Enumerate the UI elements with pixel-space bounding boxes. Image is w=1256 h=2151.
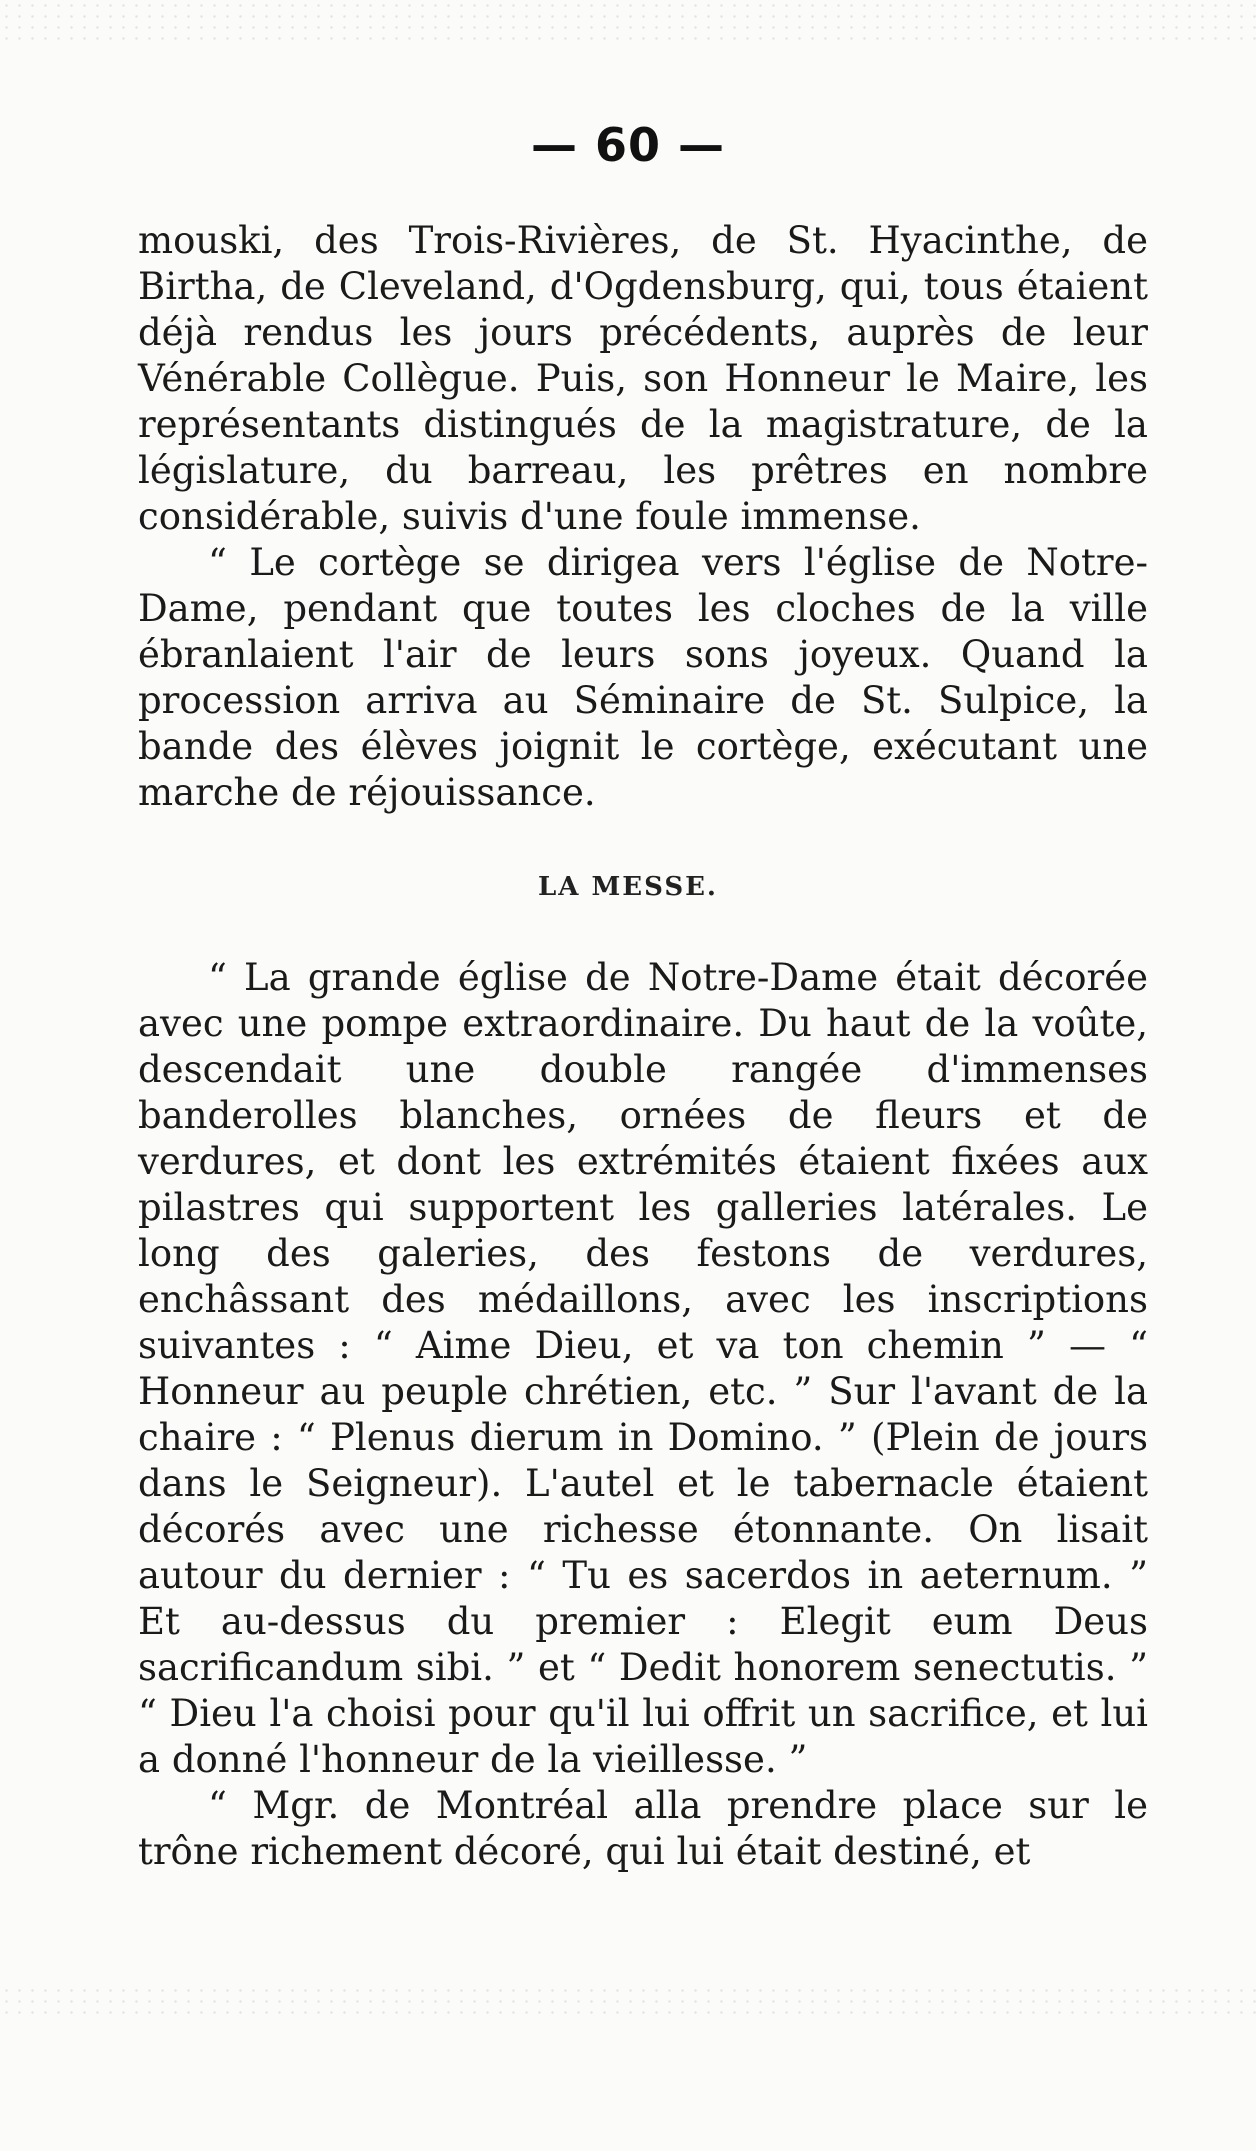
text-block-lower (138, 955, 1148, 1875)
paragraph-church-decoration: “ La grande église de Notre-Dame était décorée avec une pompe extraordinaire. Du haut de la voûte, descendait une double rangée d'immenses banderolles blanches, ornées de fleurs et de verdures, et dont les extrémités étaient fixées aux pilastres qui supportent les galleries latérales. Le long des galeries, des festons de verdures, enchâssant des médaillons, avec les inscriptions suivantes : “ Aime Dieu, et va ton chemin ” — “ Honneur au peuple chrétien, etc. ” Sur l'avant de la chaire : “ Plenus dierum in Domino. ” (Plein de jours dans le Seigneur). L'autel et le tabernacle étaient décorés avec une richesse étonnante. On lisait autour du dernier : “ Tu es sacerdos in aeternum. ” Et au-dessus du premier : Elegit eum Deus sacrificandum sibi. ” et “ Dedit honorem senectutis. ” “ Dieu l'a choisi pour qu'il lui offrit un sacrifice, et lui a donné l'honneur de la vieillesse. ” (138, 956, 1148, 1781)
text-block-upper (138, 218, 1148, 816)
page-number: — 60 — (530, 118, 726, 172)
paragraph-cortege: “ Le cortège se dirigea vers l'église de Notre-Dame, pendant que toutes les cloches de la ville ébranlaient l'air de leurs sons joyeux. Quand la procession arriva au Séminaire de St. Sulpice, la bande des élèves joignit le cortège, exécutant une marche de réjouissance. (138, 541, 1148, 814)
bleed-through-bottom (0, 1985, 1256, 2015)
section-title: LA MESSE. (538, 872, 718, 902)
paragraph-procession-members: mouski, des Trois-Rivières, de St. Hyacinthe, de Birtha, de Cleveland, d'Ogdensburg, qui, tous étaient déjà rendus les jours précédents, auprès de leur Vénérable Collègue. Puis, son Honneur le Maire, les représentants distingués de la magistrature, de la législature, du barreau, les prêtres en nombre considérable, suivis d'une foule immense. (138, 219, 1148, 538)
paragraph-bishop: “ Mgr. de Montréal alla prendre place sur le trône richement décoré, qui lui était destiné, et (138, 1784, 1148, 1873)
bleed-through-top (0, 0, 1256, 40)
